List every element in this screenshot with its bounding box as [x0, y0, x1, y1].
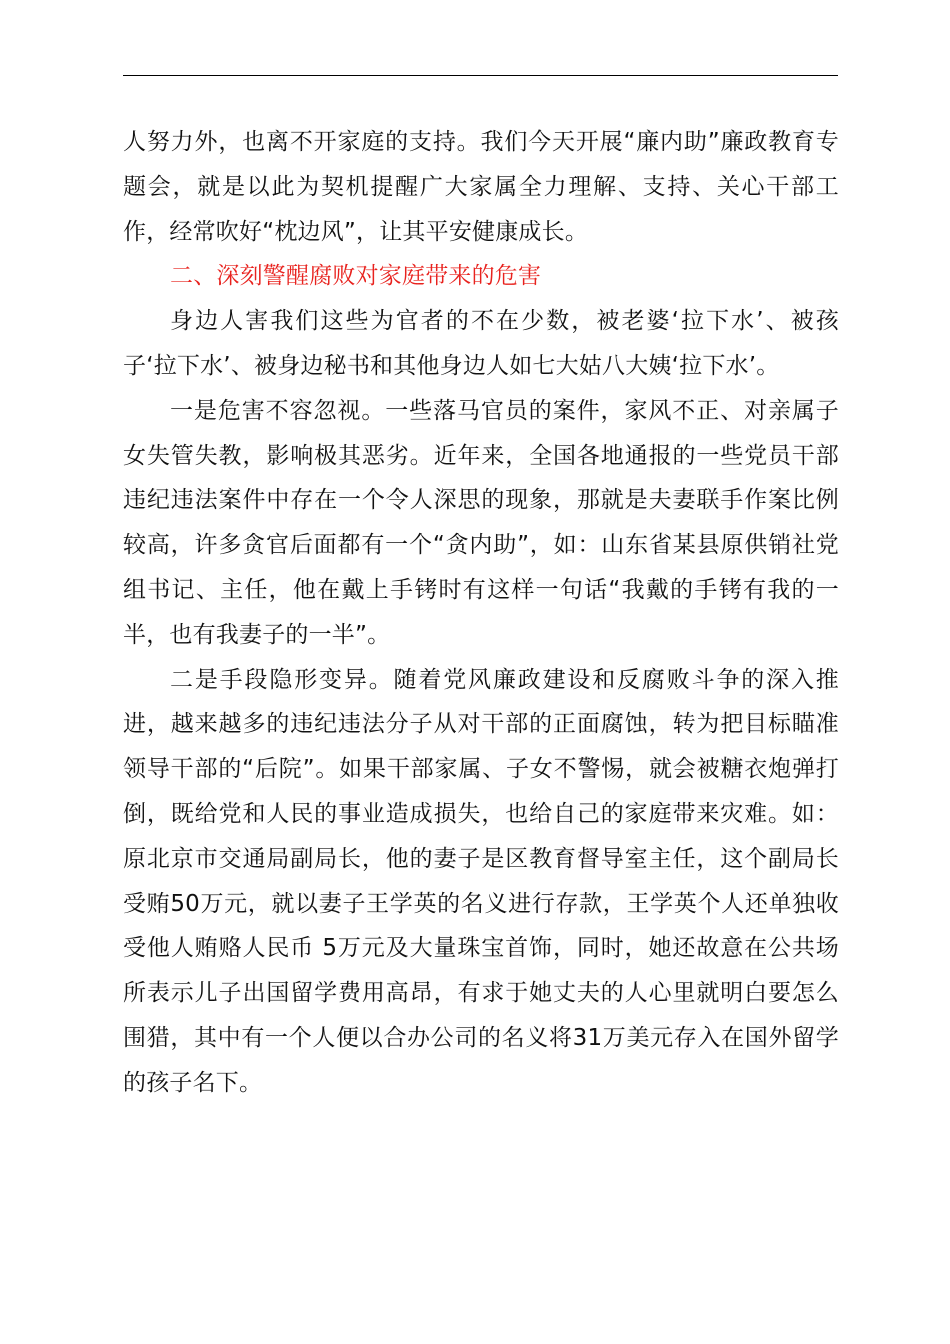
body-paragraph-2: 身边人害我们这些为官者的不在少数，被老婆‘拉下水’、被孩子‘拉下水’、被身边秘书和其他身边人如七大姑八大姨‘拉下水’。 [123, 308, 839, 379]
header-rule [123, 75, 838, 76]
body-paragraph-3: 一是危害不容忽视。一些落马官员的案件，家风不正、对亲属子女失管失教，影响极其恶劣。近年来，全国各地通报的一些党员干部违纪违法案件中存在一个令人深思的现象，那就是夫妻联手作案比例较高，许多贪官后面都有一个“贪内助”，如：山东省某县原供销社党组书记、主任，他在戴上手铐时有这样一句话“我戴的手铐有我的一半，也有我妻子的一半”。 [123, 397, 839, 648]
section-heading-2: 二、深刻警醒腐败对家庭带来的危害 [170, 263, 542, 290]
body-paragraph-4: 二是手段隐形变异。随着党风廉政建设和反腐败斗争的深入推进，越来越多的违纪违法分子从对干部的正面腐蚀，转为把目标瞄准领导干部的“后院”。如果干部家属、子女不警惕，就会被糖衣炮弹打倒，既给党和人民的事业造成损失，也给自己的家庭带来灾难。如：原北京市交通局副局长，他的妻子是区教育督导室主任，这个副局长受贿50万元，就以妻子王学英的名义进行存款，王学英个人还单独收受他人贿赂人民币 5万元及大量珠宝首饰，同时，她还故意在公共场所表示儿子出国留学费用高昂，有求于她丈夫的人心里就明白要怎么围猎，其中有一个人便以合办公司的名义将31万美元存入在国外留学的孩子名下。 [123, 666, 839, 1096]
document-body [123, 120, 839, 1106]
body-paragraph-1: 人努力外，也离不开家庭的支持。我们今天开展“廉内助”廉政教育专题会，就是以此为契机提醒广大家属全力理解、支持、关心干部工作，经常吹好“枕边风”，让其平安健康成长。 [123, 129, 839, 245]
